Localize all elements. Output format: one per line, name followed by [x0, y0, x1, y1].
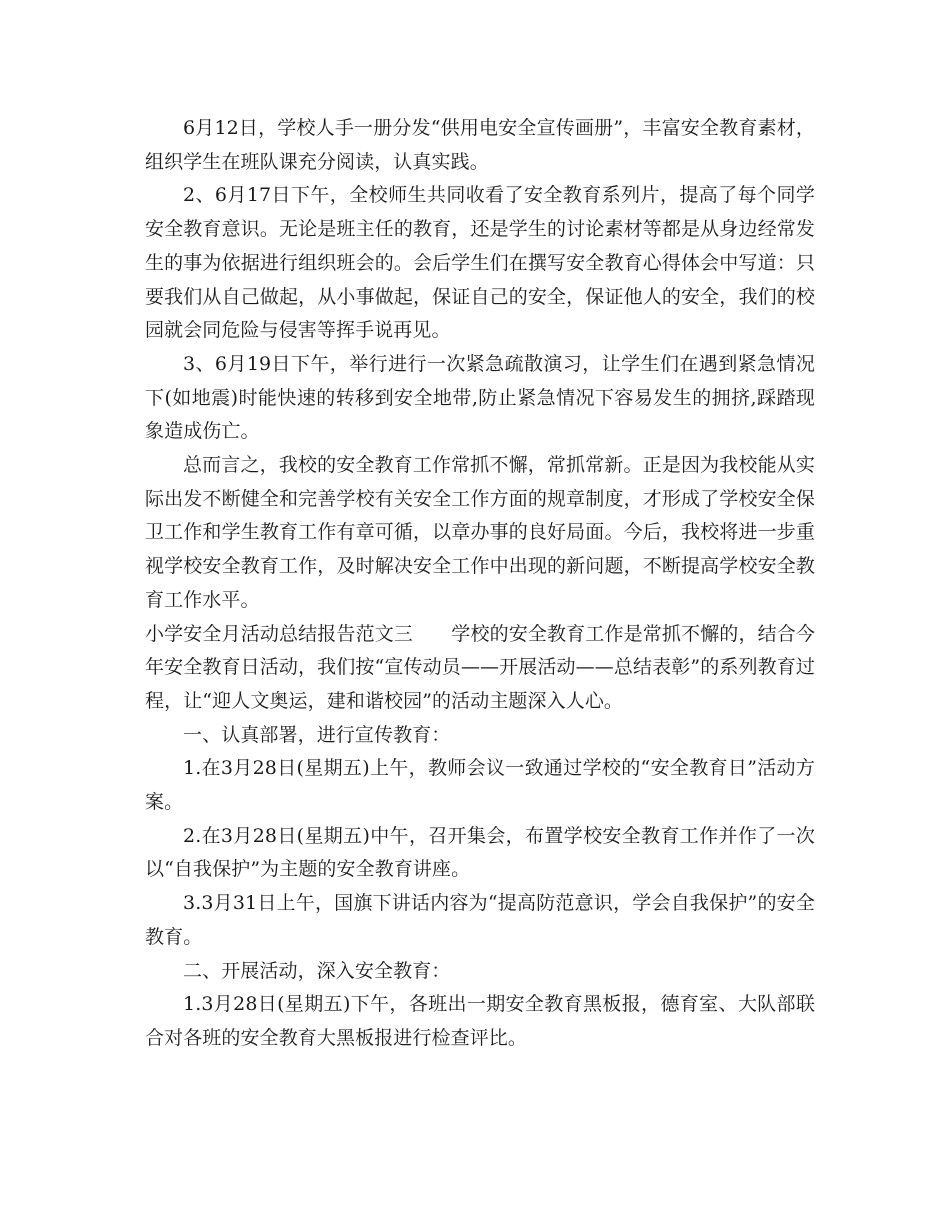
list-item-1-2: 2.在3月28日(星期五)中午，召开集会，布置学校安全教育工作并作了一次以“自我保护”为主题的安全教育讲座。	[145, 824, 815, 881]
section-heading-two: 二、开展活动，深入安全教育：	[183, 959, 451, 982]
paragraph-conclusion: 总而言之，我校的安全教育工作常抓不懈，常抓常新。正是因为我校能从实际出发不断健全和完善学校有关安全工作方面的规章制度，才形成了学校安全保卫工作和学生教育工作有章可循，以章办事的良好局面。今后，我校将进一步重视学校安全教育工作，及时解决安全工作中出现的新问题，不断提高学校安全教育工作水平。	[145, 454, 815, 611]
list-item-2-1: 1.3月28日(星期五)下午，各班出一期安全教育黑板报，德育室、大队部联合对各班的安全教育大黑板报进行检查评比。	[145, 993, 815, 1049]
paragraph-drill: 3、6月19日下午，举行进行一次紧急疏散演习，让学生们在遇到紧急情况下(如地震)时能快速的转移到安全地带,防止紧急情况下容易发生的拥挤,踩踏现象造成伤亡。	[145, 352, 815, 443]
list-item-1-3: 3.3月31日上午，国旗下讲话内容为“提高防范意识，学会自我保护”的安全教育。	[145, 892, 815, 948]
paragraph-sample-three: 小学安全月活动总结报告范文三 学校的安全教育工作是常抓不懈的，结合今年安全教育日活动，我们按“宣传动员——开展活动——总结表彰”的系列教育过程，让“迎人文奥运，建和谐校园”的活动主题深入人心。	[145, 622, 815, 712]
paragraph-handbook: 6月12日，学校人手一册分发“供用电安全宣传画册”，丰富安全教育素材，组织学生在班队课充分阅读，认真实践。	[145, 117, 815, 173]
document-body	[145, 112, 815, 1056]
paragraph-video: 2、6月17日下午，全校师生共同收看了安全教育系列片，提高了每个同学安全教育意识。无论是班主任的教育，还是学生的讨论素材等都是从身边经常发生的事为依据进行组织班会的。会后学生们在撰写安全教育心得体会中写道：只要我们从自己做起，从小事做起，保证自己的安全，保证他人的安全，我们的校园就会同危险与侵害等挥手说再见。	[145, 184, 815, 342]
list-item-1-1: 1.在3月28日(星期五)上午，教师会议一致通过学校的“安全教育日”活动方案。	[145, 757, 815, 814]
section-heading-one: 一、认真部署，进行宣传教育：	[183, 723, 451, 746]
